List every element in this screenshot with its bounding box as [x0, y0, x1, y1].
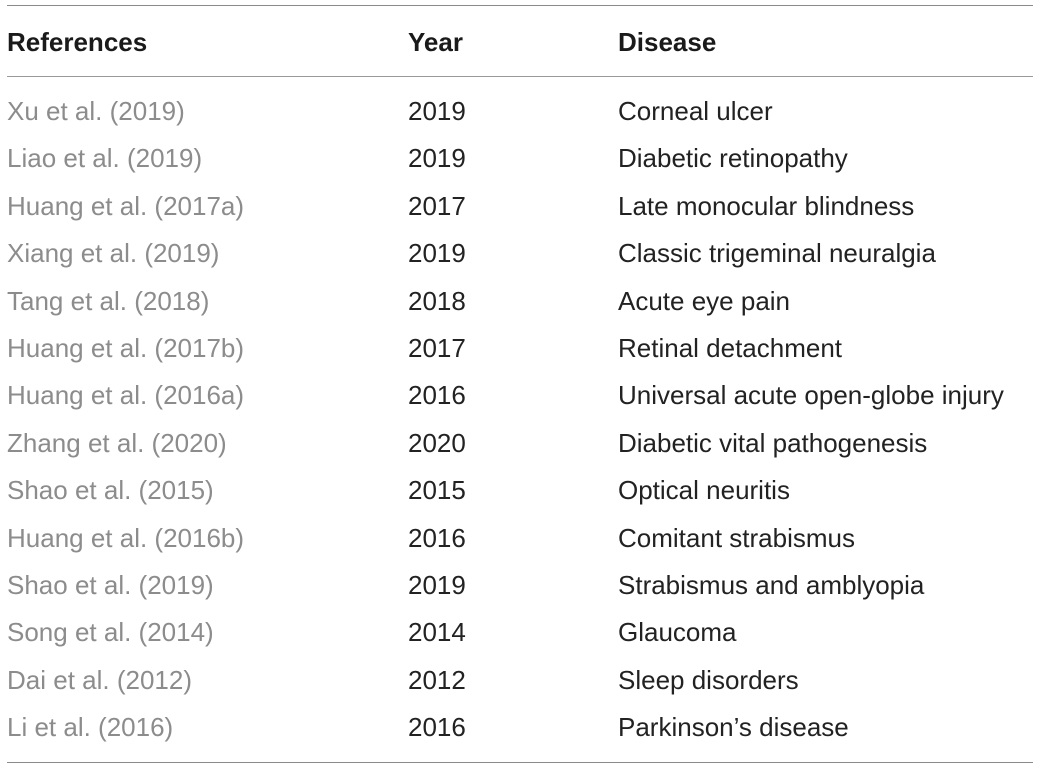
disease-cell: Universal acute open-globe injury	[618, 380, 1004, 411]
table-row	[0, 468, 1040, 515]
disease-cell: Acute eye pain	[618, 285, 791, 316]
reference-link[interactable]: Huang et al. (2017b)	[7, 332, 245, 363]
table-row	[0, 326, 1040, 373]
disease-cell: Late monocular blindness	[618, 190, 915, 221]
reference-link[interactable]: Dai et al. (2012)	[7, 664, 192, 695]
disease-cell: Glaucoma	[618, 617, 737, 648]
reference-link[interactable]: Song et al. (2014)	[7, 617, 214, 648]
table-row	[0, 421, 1040, 468]
reference-link[interactable]: Tang et al. (2018)	[7, 285, 210, 316]
disease-cell: Optical neuritis	[618, 475, 790, 506]
disease-cell: Strabismus and amblyopia	[618, 569, 925, 600]
header-disease: Disease	[618, 27, 717, 57]
disease-cell: Corneal ulcer	[618, 96, 773, 126]
year-cell: 2016	[408, 522, 466, 553]
table-row	[0, 89, 1040, 136]
reference-link[interactable]: Liao et al. (2019)	[7, 143, 203, 174]
table-row	[0, 705, 1040, 752]
year-cell: 2015	[408, 475, 466, 506]
table-row	[0, 516, 1040, 563]
disease-cell: Diabetic retinopathy	[618, 143, 848, 174]
table-row	[0, 231, 1040, 278]
year-cell: 2018	[408, 285, 466, 316]
table-row	[0, 136, 1040, 183]
year-cell: 2019	[408, 238, 466, 269]
table-header-rule	[7, 76, 1033, 77]
disease-cell: Sleep disorders	[618, 664, 799, 695]
table-bottom-rule	[7, 762, 1033, 763]
disease-cell: Comitant strabismus	[618, 522, 855, 553]
reference-link[interactable]: Shao et al. (2015)	[7, 475, 214, 506]
reference-link[interactable]: Xu et al. (2019)	[7, 96, 185, 126]
table-body	[0, 89, 1040, 752]
year-cell: 2017	[408, 190, 466, 221]
reference-link[interactable]: Shao et al. (2019)	[7, 569, 214, 600]
year-cell: 2019	[408, 96, 466, 126]
year-cell: 2014	[408, 617, 466, 648]
disease-cell: Diabetic vital pathogenesis	[618, 427, 928, 458]
reference-link[interactable]: Huang et al. (2016a)	[7, 380, 245, 411]
year-cell: 2020	[408, 427, 466, 458]
table-row	[0, 373, 1040, 420]
reference-link[interactable]: Huang et al. (2017a)	[7, 190, 245, 221]
reference-link[interactable]: Xiang et al. (2019)	[7, 238, 220, 269]
year-cell: 2012	[408, 664, 466, 695]
table-row	[0, 279, 1040, 326]
reference-link[interactable]: Huang et al. (2016b)	[7, 522, 245, 553]
year-cell: 2017	[408, 332, 466, 363]
header-year: Year	[408, 27, 463, 57]
year-cell: 2019	[408, 143, 466, 174]
reference-link[interactable]: Li et al. (2016)	[7, 712, 174, 743]
table-header-row	[0, 5, 1040, 76]
year-cell: 2016	[408, 380, 466, 411]
disease-cell: Retinal detachment	[618, 332, 843, 363]
table-row	[0, 610, 1040, 657]
disease-cell: Parkinson’s disease	[618, 712, 849, 743]
disease-cell: Classic trigeminal neuralgia	[618, 238, 936, 269]
header-references: References	[7, 27, 148, 57]
table-row	[0, 184, 1040, 231]
year-cell: 2019	[408, 569, 466, 600]
year-cell: 2016	[408, 712, 466, 743]
table-row	[0, 658, 1040, 705]
reference-link[interactable]: Zhang et al. (2020)	[7, 427, 227, 458]
table-row	[0, 563, 1040, 610]
